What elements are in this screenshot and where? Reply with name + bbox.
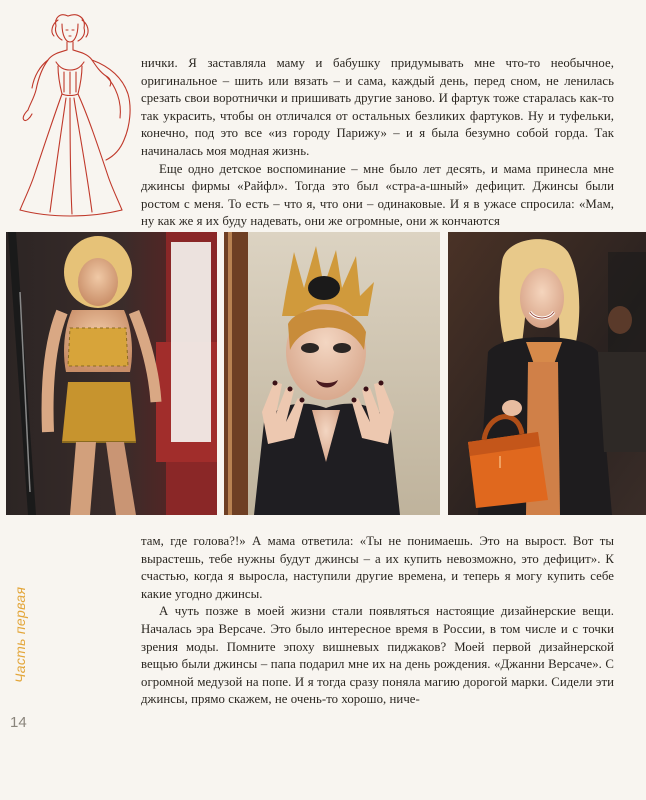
paragraph-1: нички. Я заставляла маму и бабушку придумывать мне что-то необычное, оригинальное – шить или вязать – и сама, каждый день, перед сном, не ленилась срезать свои воротнички и пришивать другие заново. И фартук тоже старалась как-то так украсить, чтобы он отличался от остальных безликих фартуков. Ну и туфельки, конечно, под это все «из городу Парижу» – и я была безумно собой горда. Так начиналась моя модная жизнь. bbox=[141, 56, 614, 158]
paragraph-2: Еще одно детское воспоминание – мне было лет десять, и мама принесла мне джинсы фирмы «Райфл». Тогда это был «стра-а-шный» дефицит. Джинсы были ростом с меня. То есть – что я, что они – одинаковые. И я в ужасе спросила: «Мам, ну как же я их буду надевать, они же огромные, они ж кончаются bbox=[141, 161, 614, 229]
bottom-text-block bbox=[141, 533, 614, 709]
top-text-block bbox=[141, 55, 614, 231]
section-label: Часть первая bbox=[12, 586, 28, 684]
page-number: 14 bbox=[10, 714, 27, 731]
photo-gold-outfit bbox=[6, 232, 217, 515]
photo-orange-bag bbox=[448, 232, 646, 515]
photo-spiky-hair bbox=[224, 232, 440, 515]
paragraph-3: там, где голова?!» А мама ответила: «Ты не понимаешь. Это на вырост. Вот ты вырастешь, тебе нужны будут джинсы – а их купить невозможно, это дефицит». К счастью, когда я выросла, наступили другие времена, и теперь я могу купить себе какие угодно джинсы. bbox=[141, 534, 614, 601]
fashion-sketch-illustration bbox=[10, 6, 140, 218]
paragraph-4: А чуть позже в моей жизни стали появляться настоящие дизайнерские вещи. Началась эра Версаче. Это было интересное время в России, в том числе и с точки зрения моды. Помните эпоху вишневых пиджаков? Моей первой дизайнерской вещью были джинсы – папа подарил мне их на день рождения. «Джанни Версаче». С огромной медузой на попе. И я тогда сразу поняла магию дорогой марки. Сидели эти джинсы, прямо скажем, не очень-то хорошо, ниче- bbox=[141, 604, 614, 707]
